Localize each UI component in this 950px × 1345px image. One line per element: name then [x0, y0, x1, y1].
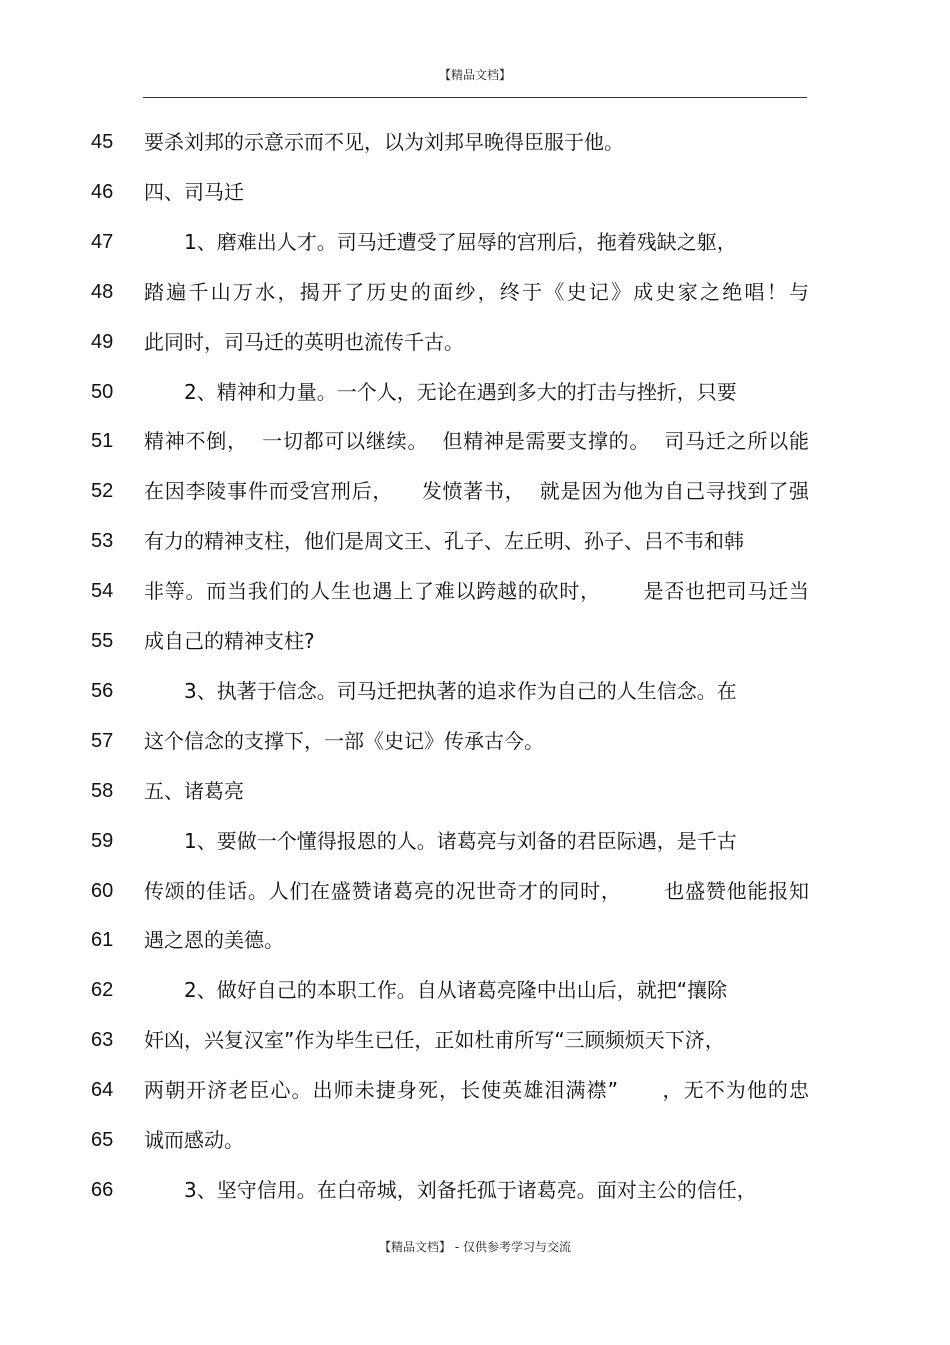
text-line [0, 925, 950, 955]
line-number: 51 [91, 430, 114, 453]
line-number: 57 [91, 729, 114, 752]
text-line [0, 1175, 950, 1205]
line-number: 46 [91, 180, 114, 203]
line-text: 这个信念的支撑下，一部《史记》传承古今。 [144, 728, 544, 753]
text-line [0, 476, 950, 506]
line-text: 在因李陵事件而受宫刑后， 发愤著书， 就是因为他为自己寻找到了强 [144, 479, 809, 504]
text-line [0, 676, 950, 706]
line-number: 59 [91, 829, 114, 852]
line-number: 45 [91, 131, 114, 153]
line-text: 非等。而当我们的人生也遇上了难以跨越的砍时， 是否也把司马迁当 [144, 579, 809, 604]
line-number: 49 [91, 330, 114, 353]
line-number: 50 [91, 380, 114, 403]
line-number: 52 [91, 480, 114, 503]
line-text: 奸凶，兴复汉室”作为毕生已任，正如杜甫所写“三顾频烦天下济， [144, 1028, 725, 1053]
line-text: 踏遍千山万水，揭开了历史的面纱，终于《史记》成史家之绝唱！与 [144, 279, 809, 304]
line-text: 五、诸葛亮 [144, 778, 244, 803]
text-line [0, 975, 950, 1005]
line-number: 56 [91, 679, 114, 702]
text-line [0, 876, 950, 906]
text-line [0, 626, 950, 656]
line-number: 63 [91, 1029, 114, 1052]
line-text: 此同时，司马迁的英明也流传千古。 [144, 329, 464, 354]
line-number: 66 [91, 1178, 114, 1201]
line-text: 遇之恩的美德。 [144, 928, 284, 953]
line-number: 62 [91, 979, 114, 1002]
text-line [0, 826, 950, 856]
line-text: 两朝开济老臣心。出师未捷身死，长使英雄泪满襟” ，无不为他的忠 [144, 1078, 809, 1103]
line-number: 48 [91, 280, 114, 303]
line-text: 四、司马迁 [144, 179, 244, 204]
text-line [0, 776, 950, 806]
line-number: 65 [91, 1129, 114, 1151]
line-number: 54 [91, 580, 114, 603]
text-line [0, 726, 950, 756]
header-rule [143, 97, 807, 98]
line-text: 成自己的精神支柱? [144, 629, 315, 653]
text-line [0, 526, 950, 556]
text-line [0, 1125, 950, 1155]
line-text: 精神不倒， 一切都可以继续。 但精神是需要支撑的。 司马迁之所以能 [144, 429, 809, 454]
line-number: 64 [91, 1079, 114, 1102]
line-number: 61 [91, 929, 114, 952]
text-line [0, 127, 950, 157]
line-number: 55 [91, 630, 114, 652]
text-line [0, 277, 950, 307]
text-line [0, 177, 950, 207]
line-text: 1、磨难出人才。司马迁遭受了屈辱的宫刑后，拖着残缺之躯， [144, 229, 737, 254]
line-number: 47 [91, 230, 114, 253]
text-line [0, 426, 950, 456]
text-line [0, 1075, 950, 1105]
line-number: 60 [91, 879, 114, 902]
line-text: 2、做好自己的本职工作。自从诸葛亮隆中出山后，就把“攘除 [144, 978, 728, 1003]
line-text: 1、要做一个懂得报恩的人。诸葛亮与刘备的君臣际遇，是千古 [144, 828, 737, 853]
text-line [0, 576, 950, 606]
line-text: 诚而感动。 [144, 1128, 244, 1152]
line-number: 58 [91, 779, 114, 802]
text-line [0, 1025, 950, 1055]
line-text: 3、坚守信用。在白帝城，刘备托孤于诸葛亮。面对主公的信任， [144, 1177, 757, 1202]
line-text: 3、执著于信念。司马迁把执著的追求作为自己的人生信念。在 [144, 678, 737, 703]
line-text: 有力的精神支柱，他们是周文王、孔子、左丘明、孙子、吕不韦和韩 [144, 529, 744, 554]
line-number: 53 [91, 530, 114, 553]
line-text: 2、精神和力量。一个人，无论在遇到多大的打击与挫折，只要 [144, 379, 737, 404]
line-text: 要杀刘邦的示意示而不见，以为刘邦早晚得臣服于他。 [144, 130, 624, 154]
text-line [0, 227, 950, 257]
page-header: 【精品文档】 [438, 68, 511, 82]
page-footer: 【精品文档】 - 仅供参考学习与交流 [379, 1240, 571, 1254]
text-line [0, 327, 950, 357]
text-line [0, 377, 950, 407]
line-text: 传颂的佳话。人们在盛赞诸葛亮的况世奇才的同时， 也盛赞他能报知 [144, 878, 809, 903]
